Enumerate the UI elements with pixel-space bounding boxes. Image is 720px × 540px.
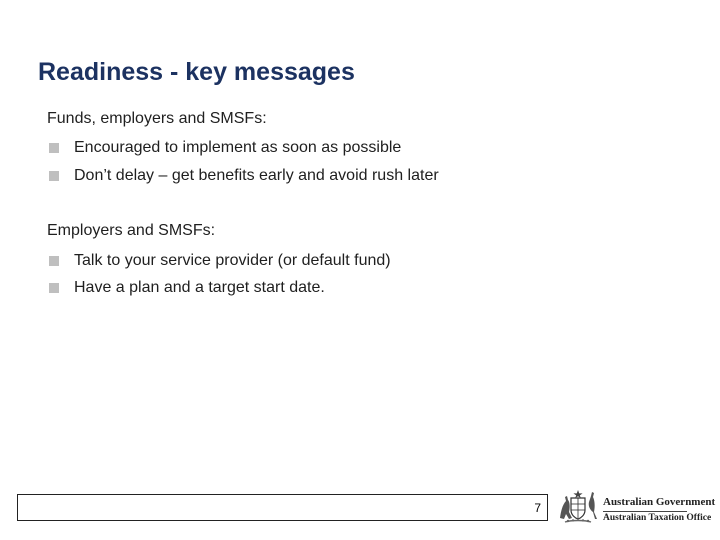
page-number: 7 <box>534 501 541 515</box>
section-heading-employers: Employers and SMSFs: <box>47 222 216 239</box>
bullet-text: Talk to your service provider (or default fund) <box>74 252 391 269</box>
slide-title: Readiness - key messages <box>38 58 355 86</box>
square-bullet-icon <box>49 283 59 293</box>
logo-line-1: Australian Government <box>603 496 716 508</box>
bullet-text: Have a plan and a target start date. <box>74 279 325 296</box>
bullet-item <box>49 278 325 298</box>
square-bullet-icon <box>49 171 59 181</box>
bullet-item <box>49 251 391 271</box>
logo-divider <box>603 511 687 512</box>
government-logo-text <box>603 497 715 524</box>
bullet-item <box>49 166 439 186</box>
bullet-text: Encouraged to implement as soon as possible <box>74 139 402 156</box>
coat-of-arms-icon <box>557 488 599 526</box>
logo-line-2: Australian Taxation Office <box>603 513 712 523</box>
square-bullet-icon <box>49 143 59 153</box>
section-heading-funds: Funds, employers and SMSFs: <box>47 110 267 127</box>
bullet-text: Don’t delay – get benefits early and avoid rush later <box>74 167 439 184</box>
square-bullet-icon <box>49 256 59 266</box>
bullet-item <box>49 138 401 158</box>
footer-bar <box>17 494 548 521</box>
